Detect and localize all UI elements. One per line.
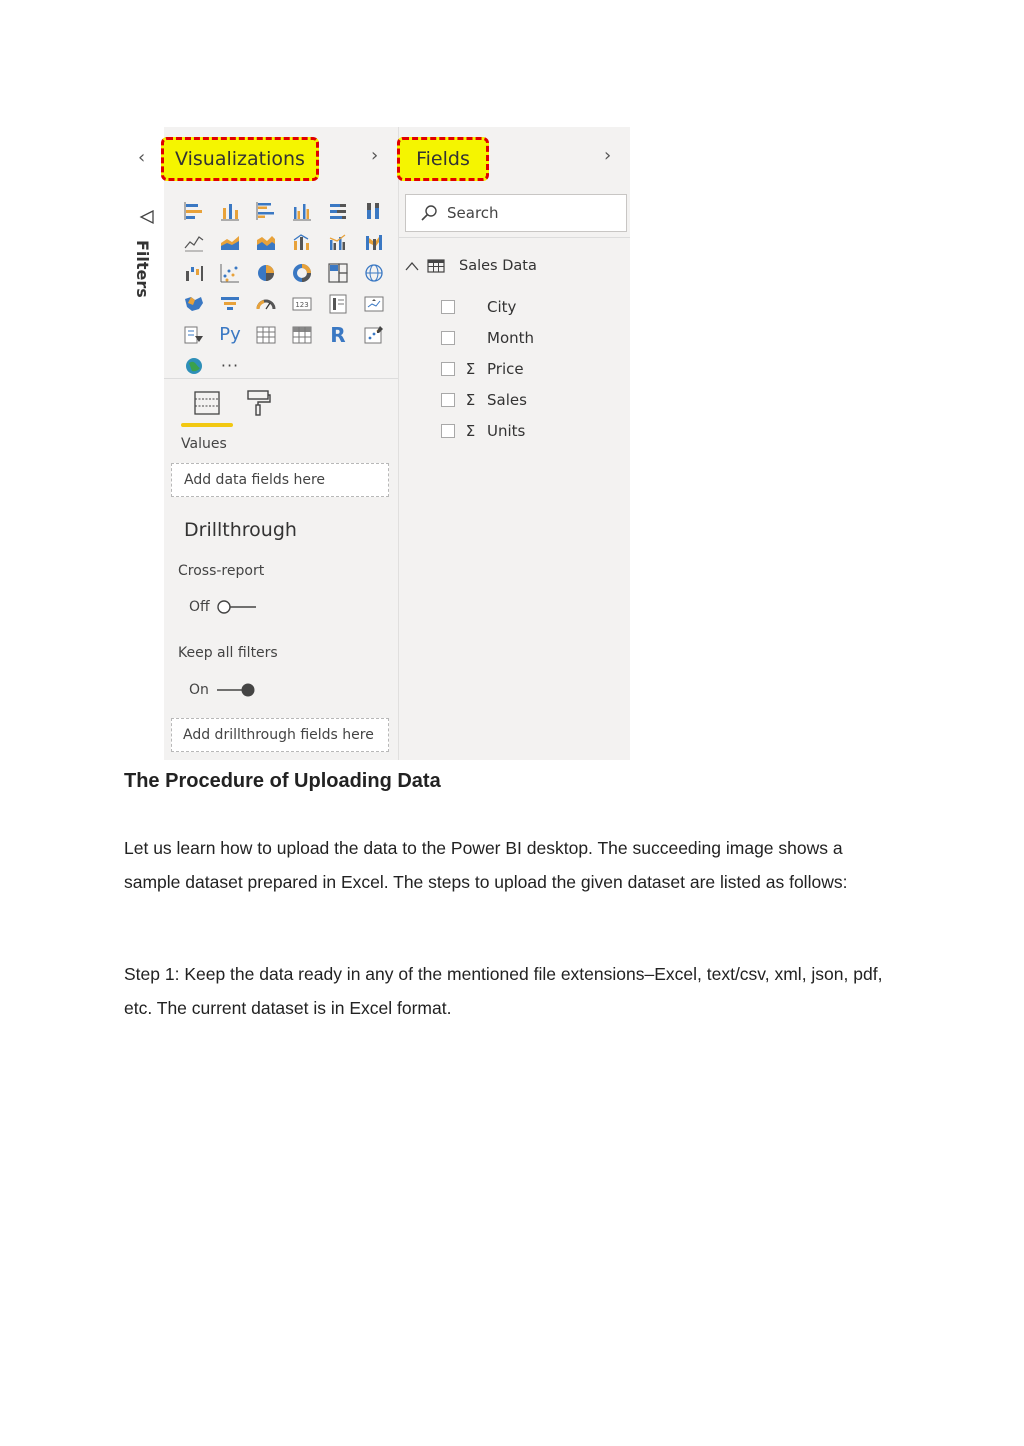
more-visuals-label: ··· — [220, 356, 240, 375]
chevron-right-icon[interactable]: › — [371, 145, 379, 166]
toggle-on-icon — [215, 682, 257, 698]
field-checkbox[interactable] — [441, 424, 455, 438]
card-icon[interactable] — [284, 288, 320, 319]
field-checkbox[interactable] — [441, 331, 455, 345]
r-visual-label: R — [330, 322, 346, 347]
line-and-stacked-column-icon[interactable] — [284, 226, 320, 257]
cross-report-state: Off — [189, 599, 210, 615]
funnel-chart-icon[interactable] — [212, 288, 248, 319]
kpi-icon[interactable] — [356, 288, 392, 319]
donut-chart-icon[interactable] — [284, 257, 320, 288]
active-tab-indicator — [181, 423, 233, 427]
100-stacked-column-chart-icon[interactable] — [356, 195, 392, 226]
map-icon[interactable] — [356, 257, 392, 288]
visualizations-title: Visualizations — [161, 137, 319, 181]
r-visual-icon[interactable] — [320, 319, 356, 350]
table-visual-icon[interactable] — [248, 319, 284, 350]
keep-all-filters-label: Keep all filters — [178, 645, 278, 661]
sigma-icon: Σ — [465, 422, 476, 440]
stacked-column-chart-icon[interactable] — [212, 195, 248, 226]
multi-row-card-icon[interactable] — [320, 288, 356, 319]
matrix-visual-icon[interactable] — [284, 319, 320, 350]
table-name: Sales Data — [459, 258, 537, 274]
fields-search-input[interactable] — [405, 194, 627, 232]
scatter-chart-icon[interactable] — [212, 257, 248, 288]
svg-text:123: 123 — [295, 300, 309, 309]
clustered-column-chart-icon[interactable] — [284, 195, 320, 226]
100-stacked-bar-chart-icon[interactable] — [320, 195, 356, 226]
filters-pane-label[interactable]: Filters — [133, 240, 152, 298]
area-chart-icon[interactable] — [212, 226, 248, 257]
gauge-icon[interactable] — [248, 288, 284, 319]
fields-well-icon[interactable] — [194, 390, 220, 416]
sigma-icon: Σ — [465, 391, 476, 409]
waterfall-chart-icon[interactable] — [176, 257, 212, 288]
table-icon — [427, 259, 445, 273]
more-visuals-icon[interactable] — [212, 350, 248, 381]
field-name: Month — [487, 329, 535, 347]
filled-map-icon[interactable] — [176, 288, 212, 319]
stacked-bar-chart-icon[interactable] — [176, 195, 212, 226]
slicer-icon[interactable] — [176, 319, 212, 350]
visualizations-pane — [164, 127, 399, 760]
keep-all-filters-toggle[interactable] — [189, 682, 257, 698]
field-checkbox[interactable] — [441, 393, 455, 407]
python-visual-label: Py — [219, 324, 241, 345]
fields-pane — [399, 127, 630, 760]
visual-icon-grid — [176, 195, 392, 381]
drillthrough-drop-well[interactable]: Add drillthrough fields here — [171, 718, 389, 752]
divider — [164, 378, 398, 379]
chevron-up-icon[interactable] — [405, 261, 419, 271]
values-label: Values — [181, 436, 227, 452]
cross-report-toggle[interactable] — [189, 599, 258, 615]
field-item-month[interactable] — [441, 329, 534, 347]
toggle-off-icon — [216, 599, 258, 615]
fields-title: Fields — [397, 137, 489, 181]
paragraph: Step 1: Keep the data ready in any of the mentioned file extensions–Excel, text/csv, xml, json, pdf, etc. The current dataset is in Excel format. — [124, 964, 883, 1018]
search-placeholder: Search — [447, 204, 499, 222]
table-sales-data[interactable] — [405, 258, 537, 274]
arcgis-map-icon[interactable] — [176, 350, 212, 381]
power-bi-panes-screenshot — [124, 127, 630, 760]
chevron-left-icon[interactable]: ‹ — [138, 147, 146, 168]
stacked-area-chart-icon[interactable] — [248, 226, 284, 257]
field-item-sales[interactable] — [441, 391, 527, 409]
divider — [399, 237, 630, 238]
field-name: Sales — [487, 391, 527, 409]
section-heading: The Procedure of Uploading Data — [124, 770, 441, 792]
values-drop-well[interactable]: Add data fields here — [171, 463, 389, 497]
funnel-icon — [139, 209, 155, 225]
chevron-right-icon[interactable]: › — [604, 145, 612, 166]
paragraph: Let us learn how to upload the data to the Power BI desktop. The succeeding image shows a sample dataset prepared in Excel. The steps to upload the given dataset are listed as follows: — [124, 838, 848, 892]
paint-roller-icon[interactable] — [246, 389, 272, 417]
search-icon — [420, 204, 438, 222]
line-chart-icon[interactable] — [176, 226, 212, 257]
clustered-bar-chart-icon[interactable] — [248, 195, 284, 226]
filters-strip — [124, 127, 164, 760]
line-and-clustered-column-icon[interactable] — [320, 226, 356, 257]
field-name: Price — [487, 360, 524, 378]
field-name: Units — [487, 422, 526, 440]
cross-report-label: Cross-report — [178, 563, 265, 579]
ribbon-chart-icon[interactable] — [356, 226, 392, 257]
pie-chart-icon[interactable] — [248, 257, 284, 288]
field-name: City — [487, 298, 517, 316]
drillthrough-heading: Drillthrough — [184, 519, 297, 541]
key-influencers-icon[interactable] — [356, 319, 392, 350]
field-item-units[interactable] — [441, 422, 525, 440]
field-item-price[interactable] — [441, 360, 524, 378]
keep-all-filters-state: On — [189, 682, 209, 698]
treemap-icon[interactable] — [320, 257, 356, 288]
field-checkbox[interactable] — [441, 300, 455, 314]
sigma-icon: Σ — [465, 360, 476, 378]
python-visual-icon[interactable] — [212, 319, 248, 350]
field-checkbox[interactable] — [441, 362, 455, 376]
field-item-city[interactable] — [441, 298, 516, 316]
